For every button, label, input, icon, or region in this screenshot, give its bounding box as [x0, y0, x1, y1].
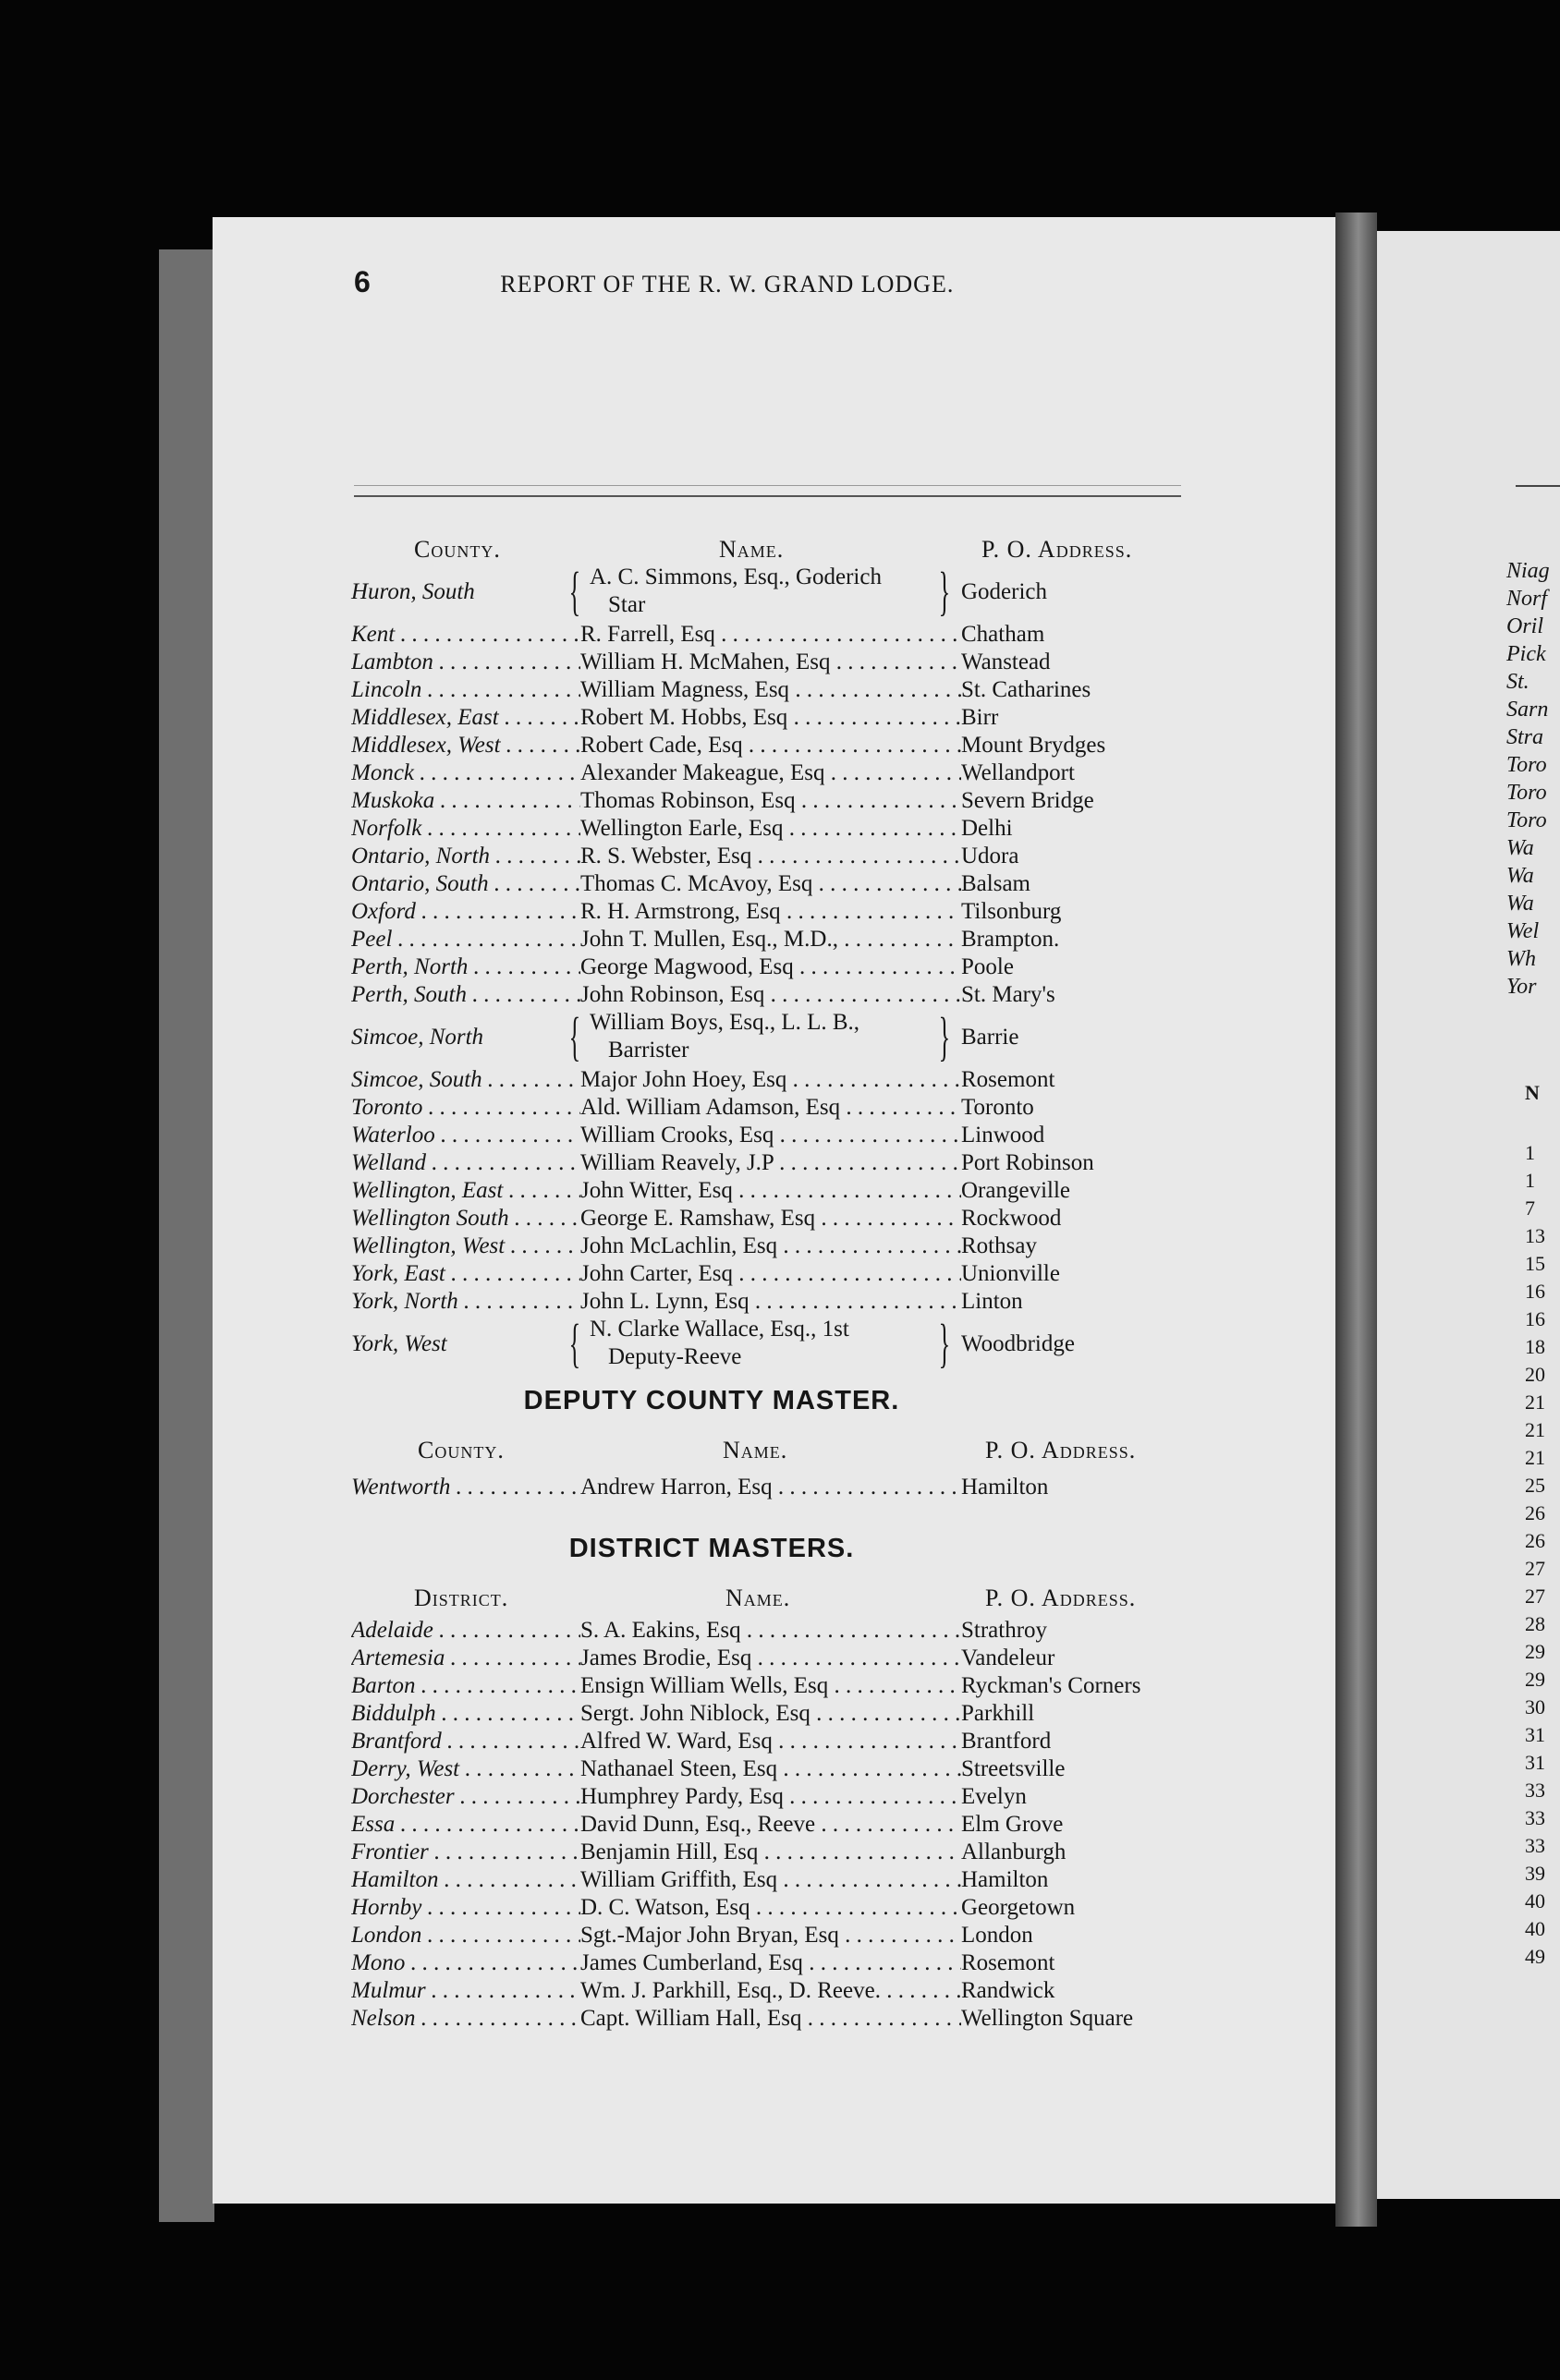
table-row	[351, 1922, 1331, 1949]
name-cell: George E. Ramshaw, Esq . . .	[580, 1205, 961, 1232]
name-cell: John L. Lynn, Esq . . .	[580, 1288, 961, 1316]
county-cell: Huron, South	[351, 579, 475, 604]
name-cell-continuation: Star	[608, 592, 646, 617]
name-cell: S. A. Eakins, Esq . . .	[580, 1617, 961, 1645]
name-cell: William H. McMahen, Esq . . .	[580, 649, 961, 676]
address-cell: Rothsay	[961, 1233, 1037, 1258]
column-heading-name: Name.	[723, 1437, 788, 1463]
address-cell: Rockwood	[961, 1206, 1062, 1231]
district-cell: Mono . . .	[351, 1949, 580, 1977]
adjacent-county-fragment: Toro	[1506, 808, 1547, 832]
column-heading-name: Name.	[719, 536, 785, 563]
address-cell: Elm Grove	[961, 1812, 1064, 1837]
table-row	[351, 1313, 1331, 1375]
adjacent-number-fragment: 33	[1525, 1806, 1545, 1829]
address-cell: Rosemont	[961, 1950, 1055, 1975]
table-row	[351, 1474, 1331, 1501]
address-cell: Toronto	[961, 1095, 1034, 1120]
address-cell: Georgetown	[961, 1895, 1076, 1920]
address-cell: Birr	[961, 705, 999, 730]
section-heading-district-masters: DISTRICT MASTERS.	[568, 1534, 855, 1563]
address-cell: Evelyn	[961, 1784, 1027, 1809]
section-heading-deputy-county-master: DEPUTY COUNTY MASTER.	[523, 1386, 900, 1415]
name-cell: John Carter, Esq . . .	[580, 1260, 961, 1288]
table-row	[351, 1617, 1331, 1645]
county-cell: Middlesex, West . . .	[351, 732, 580, 759]
county-cell: Wentworth . . .	[351, 1474, 580, 1501]
district-cell: Essa . . .	[351, 1811, 580, 1839]
table-row	[351, 759, 1331, 787]
name-cell: R. Farrell, Esq . . .	[580, 621, 961, 649]
address-cell: Goderich	[961, 579, 1048, 604]
adjacent-number-fragment: 28	[1525, 1612, 1545, 1635]
name-cell: Sergt. John Niblock, Esq . . .	[580, 1700, 961, 1728]
address-cell: Delhi	[961, 816, 1013, 841]
name-cell: Sgt.-Major John Bryan, Esq . . .	[580, 1922, 961, 1949]
table-row	[351, 1894, 1331, 1922]
table-row	[351, 1122, 1331, 1149]
adjacent-number-fragment: 40	[1525, 1917, 1545, 1940]
table-row	[351, 1288, 1331, 1316]
county-cell: Simcoe, North	[351, 1025, 484, 1050]
adjacent-number-fragment: 27	[1525, 1557, 1545, 1580]
county-cell: Waterloo . . .	[351, 1122, 580, 1149]
district-cell: Artemesia . . .	[351, 1645, 580, 1672]
name-cell: John Robinson, Esq . . .	[580, 981, 961, 1009]
adjacent-number-fragment: 33	[1525, 1779, 1545, 1802]
adjacent-county-fragment: Norf	[1506, 587, 1548, 611]
county-cell: Perth, North . . .	[351, 953, 580, 981]
name-cell-continuation: Barrister	[608, 1038, 689, 1062]
district-cell: Frontier . . .	[351, 1839, 580, 1866]
county-cell: Toronto . . .	[351, 1094, 580, 1122]
name-cell: Robert M. Hobbs, Esq . . .	[580, 704, 961, 732]
address-cell: Tilsonburg	[961, 899, 1062, 924]
name-cell: William Griffith, Esq . . .	[580, 1866, 961, 1894]
address-cell: Wellandport	[961, 760, 1075, 785]
district-cell: London . . .	[351, 1922, 580, 1949]
county-cell: Monck . . .	[351, 759, 580, 787]
county-cell: York, West	[351, 1331, 447, 1356]
name-cell: George Magwood, Esq . . .	[580, 953, 961, 981]
address-cell: Balsam	[961, 871, 1030, 896]
address-cell: Port Robinson	[961, 1150, 1094, 1175]
page-header	[354, 265, 954, 299]
adjacent-number-fragment: 7	[1525, 1196, 1535, 1220]
address-cell: Orangeville	[961, 1178, 1071, 1203]
address-cell: Strathroy	[961, 1618, 1048, 1643]
table-row	[351, 1177, 1331, 1205]
name-cell: Ald. William Adamson, Esq . . .	[580, 1094, 961, 1122]
adjacent-number-fragment: 31	[1525, 1723, 1545, 1746]
county-cell: Ontario, North . . .	[351, 843, 580, 870]
adjacent-number-fragment: 1	[1525, 1141, 1535, 1164]
table-row	[351, 649, 1331, 676]
name-cell: Andrew Harron, Esq . . .	[580, 1474, 961, 1501]
adjacent-county-fragment: St.	[1506, 670, 1530, 694]
brace-glyph: }	[938, 561, 951, 621]
county-cell: York, North . . .	[351, 1288, 580, 1316]
address-cell: Hamilton	[961, 1475, 1049, 1500]
table-row	[351, 2005, 1331, 2033]
county-cell: Wellington, West . . .	[351, 1232, 580, 1260]
adjacent-number-fragment: 20	[1525, 1363, 1545, 1386]
name-cell: Thomas C. McAvoy, Esq . . .	[580, 870, 961, 898]
address-cell: Barrie	[961, 1025, 1019, 1050]
table-row	[351, 1977, 1331, 2005]
name-cell: William Magness, Esq . . .	[580, 676, 961, 704]
address-cell: Linton	[961, 1289, 1023, 1314]
adjacent-number-fragment: 40	[1525, 1889, 1545, 1912]
adjacent-number-fragment: 39	[1525, 1862, 1545, 1885]
name-cell: Thomas Robinson, Esq . . .	[580, 787, 961, 815]
county-cell: Perth, South . . .	[351, 981, 580, 1009]
district-cell: Hamilton . . .	[351, 1866, 580, 1894]
name-cell: Nathanael Steen, Esq . . .	[580, 1755, 961, 1783]
county-cell: Lincoln . . .	[351, 676, 580, 704]
column-heading-district: District.	[414, 1585, 509, 1611]
table-row	[351, 926, 1331, 953]
county-cell: Peel . . .	[351, 926, 580, 953]
adjacent-number-fragment: 29	[1525, 1668, 1545, 1691]
address-cell: Hamilton	[961, 1867, 1049, 1892]
county-cell: Wellington, East . . .	[351, 1177, 580, 1205]
brace-glyph: }	[938, 1006, 951, 1066]
district-cell: Nelson . . .	[351, 2005, 580, 2033]
document-page	[213, 217, 1335, 2204]
address-cell: Severn Bridge	[961, 788, 1094, 813]
adjacent-county-fragment: Sarn	[1506, 698, 1549, 722]
table-row	[351, 815, 1331, 843]
district-cell: Dorchester . . .	[351, 1783, 580, 1811]
address-cell: Linwood	[961, 1123, 1045, 1148]
name-cell: Alexander Makeague, Esq . . .	[580, 759, 961, 787]
adjacent-number-fragment: 30	[1525, 1695, 1545, 1718]
name-cell: D. C. Watson, Esq . . .	[580, 1894, 961, 1922]
column-heading-county: County.	[418, 1437, 505, 1463]
district-cell: Derry, West . . .	[351, 1755, 580, 1783]
adjacent-number-fragment: 16	[1525, 1280, 1545, 1303]
name-cell: Capt. William Hall, Esq . . .	[580, 2005, 961, 2033]
county-cell: Kent . . .	[351, 621, 580, 649]
address-cell: Wanstead	[961, 650, 1051, 674]
table-row	[351, 1066, 1331, 1094]
table-row	[351, 621, 1331, 649]
table-row	[351, 1949, 1331, 1977]
adjacent-number-fragment: 29	[1525, 1640, 1545, 1663]
name-cell: William Reavely, J.P . . .	[580, 1149, 961, 1177]
name-cell: R. H. Armstrong, Esq . . .	[580, 898, 961, 926]
adjacent-page-edge	[1377, 231, 1560, 2199]
brace-glyph: {	[568, 1313, 581, 1373]
adjacent-number-fragment: 21	[1525, 1446, 1545, 1469]
name-cell: A. C. Simmons, Esq., Goderich	[590, 565, 882, 589]
name-cell: William Crooks, Esq . . .	[580, 1122, 961, 1149]
header-rule	[354, 485, 1181, 486]
header-rule	[354, 495, 1181, 497]
running-title: REPORT OF THE R. W. GRAND LODGE.	[500, 271, 955, 298]
address-cell: Woodbridge	[961, 1331, 1075, 1356]
address-cell: Brantford	[961, 1729, 1052, 1754]
table-row	[351, 1006, 1331, 1068]
address-cell: Parkhill	[961, 1701, 1035, 1726]
adjacent-number-fragment: 21	[1525, 1390, 1545, 1414]
adjacent-number-fragment: 49	[1525, 1945, 1545, 1968]
adjacent-number-fragment: 16	[1525, 1307, 1545, 1330]
name-cell: Humphrey Pardy, Esq . . .	[580, 1783, 961, 1811]
name-cell: Wm. J. Parkhill, Esq., D. Reeve. . . .	[580, 1977, 961, 2005]
table-row	[351, 732, 1331, 759]
adjacent-number-fragment: 26	[1525, 1501, 1545, 1524]
column-heading-county: County.	[414, 536, 501, 563]
table-row	[351, 1149, 1331, 1177]
address-cell: London	[961, 1923, 1033, 1948]
adjacent-county-fragment: Wh	[1506, 947, 1536, 971]
adjacent-number-fragment: 15	[1525, 1252, 1545, 1275]
adjacent-number-fragment: 21	[1525, 1418, 1545, 1441]
adjacent-county-fragment: Toro	[1506, 781, 1547, 805]
adjacent-page-rule	[1516, 485, 1560, 487]
book-gutter	[1335, 212, 1377, 2227]
county-cell: Lambton . . .	[351, 649, 580, 676]
column-heading-address: P. O. Address.	[985, 1585, 1137, 1611]
brace-glyph: {	[568, 561, 581, 621]
table-row	[351, 704, 1331, 732]
address-cell: St. Catharines	[961, 677, 1091, 702]
table-row	[351, 870, 1331, 898]
adjacent-county-fragment: Wa	[1506, 892, 1534, 916]
address-cell: Poole	[961, 954, 1014, 979]
column-heading-address: P. O. Address.	[981, 536, 1133, 563]
name-cell: Major John Hoey, Esq . . .	[580, 1066, 961, 1094]
name-cell: James Brodie, Esq . . .	[580, 1645, 961, 1672]
adjacent-county-fragment: Pick	[1506, 642, 1546, 666]
district-cell: Biddulph . . .	[351, 1700, 580, 1728]
county-cell: Wellington South . . .	[351, 1205, 580, 1232]
name-cell: Robert Cade, Esq . . .	[580, 732, 961, 759]
adjacent-county-fragment: Wel	[1506, 919, 1540, 943]
adjacent-county-fragment: Oril	[1506, 614, 1544, 638]
county-cell: Norfolk . . .	[351, 815, 580, 843]
table-row	[351, 1811, 1331, 1839]
table-row	[351, 843, 1331, 870]
adjacent-heading-fragment: N	[1525, 1081, 1540, 1104]
county-cell: Middlesex, East . . .	[351, 704, 580, 732]
column-heading-name: Name.	[725, 1585, 791, 1611]
table-row	[351, 676, 1331, 704]
name-cell: John Witter, Esq . . .	[580, 1177, 961, 1205]
address-cell: Mount Brydges	[961, 733, 1106, 758]
county-cell: Ontario, South . . .	[351, 870, 580, 898]
name-cell: John T. Mullen, Esq., M.D., . . .	[580, 926, 961, 953]
table-row	[351, 1839, 1331, 1866]
address-cell: Brampton.	[961, 927, 1060, 952]
adjacent-county-fragment: Niag	[1506, 559, 1550, 583]
name-cell: William Boys, Esq., L. L. B.,	[590, 1010, 860, 1035]
adjacent-number-fragment: 13	[1525, 1224, 1545, 1247]
adjacent-number-fragment: 1	[1525, 1169, 1535, 1192]
address-cell: Ryckman's Corners	[961, 1673, 1141, 1698]
adjacent-county-fragment: Wa	[1506, 836, 1534, 860]
address-cell: Streetsville	[961, 1756, 1066, 1781]
table-row	[351, 787, 1331, 815]
table-row	[351, 1783, 1331, 1811]
adjacent-number-fragment: 26	[1525, 1529, 1545, 1552]
district-cell: Barton . . .	[351, 1672, 580, 1700]
county-cell: Muskoka . . .	[351, 787, 580, 815]
district-cell: Brantford . . .	[351, 1728, 580, 1755]
name-cell: N. Clarke Wallace, Esq., 1st	[590, 1317, 849, 1342]
county-cell: Welland . . .	[351, 1149, 580, 1177]
name-cell: David Dunn, Esq., Reeve . . .	[580, 1811, 961, 1839]
adjacent-number-fragment: 25	[1525, 1474, 1545, 1497]
address-cell: Wellington Square	[961, 2006, 1134, 2031]
table-row	[351, 1205, 1331, 1232]
address-cell: Chatham	[961, 622, 1045, 647]
brace-glyph: {	[568, 1006, 581, 1066]
county-cell: Simcoe, South . . .	[351, 1066, 580, 1094]
district-cell: Hornby . . .	[351, 1894, 580, 1922]
address-cell: Unionville	[961, 1261, 1060, 1286]
name-cell: James Cumberland, Esq . . .	[580, 1949, 961, 1977]
book-left-edge	[159, 249, 214, 2222]
name-cell: Benjamin Hill, Esq . . .	[580, 1839, 961, 1866]
address-cell: Vandeleur	[961, 1645, 1055, 1670]
name-cell: Wellington Earle, Esq . . .	[580, 815, 961, 843]
address-cell: Allanburgh	[961, 1840, 1066, 1864]
adjacent-number-fragment: 27	[1525, 1585, 1545, 1608]
table-row	[351, 981, 1331, 1009]
page-number: 6	[354, 265, 372, 298]
table-row	[351, 1728, 1331, 1755]
name-cell: Ensign William Wells, Esq . . .	[580, 1672, 961, 1700]
table-row	[351, 1094, 1331, 1122]
adjacent-county-fragment: Yor	[1506, 975, 1537, 999]
table-row	[351, 898, 1331, 926]
table-row	[351, 1645, 1331, 1672]
name-cell: R. S. Webster, Esq . . .	[580, 843, 961, 870]
address-cell: Rosemont	[961, 1067, 1055, 1092]
address-cell: St. Mary's	[961, 982, 1055, 1007]
name-cell-continuation: Deputy-Reeve	[608, 1344, 742, 1369]
name-cell: John McLachlin, Esq . . .	[580, 1232, 961, 1260]
county-cell: York, East . . .	[351, 1260, 580, 1288]
column-heading-address: P. O. Address.	[985, 1437, 1137, 1463]
address-cell: Randwick	[961, 1978, 1055, 2003]
adjacent-number-fragment: 18	[1525, 1335, 1545, 1358]
table-row	[351, 1232, 1331, 1260]
table-row	[351, 1700, 1331, 1728]
adjacent-county-fragment: Toro	[1506, 753, 1547, 777]
table-row	[351, 1755, 1331, 1783]
name-cell: Alfred W. Ward, Esq . . .	[580, 1728, 961, 1755]
address-cell: Udora	[961, 844, 1019, 868]
table-row	[351, 1866, 1331, 1894]
adjacent-county-fragment: Wa	[1506, 864, 1534, 888]
brace-glyph: }	[938, 1313, 951, 1373]
table-row	[351, 1672, 1331, 1700]
adjacent-number-fragment: 33	[1525, 1834, 1545, 1857]
county-cell: Oxford . . .	[351, 898, 580, 926]
table-row	[351, 953, 1331, 981]
table-row	[351, 561, 1331, 623]
adjacent-county-fragment: Stra	[1506, 725, 1544, 749]
district-cell: Adelaide . . .	[351, 1617, 580, 1645]
district-cell: Mulmur . . .	[351, 1977, 580, 2005]
table-row	[351, 1260, 1331, 1288]
adjacent-number-fragment: 31	[1525, 1751, 1545, 1774]
